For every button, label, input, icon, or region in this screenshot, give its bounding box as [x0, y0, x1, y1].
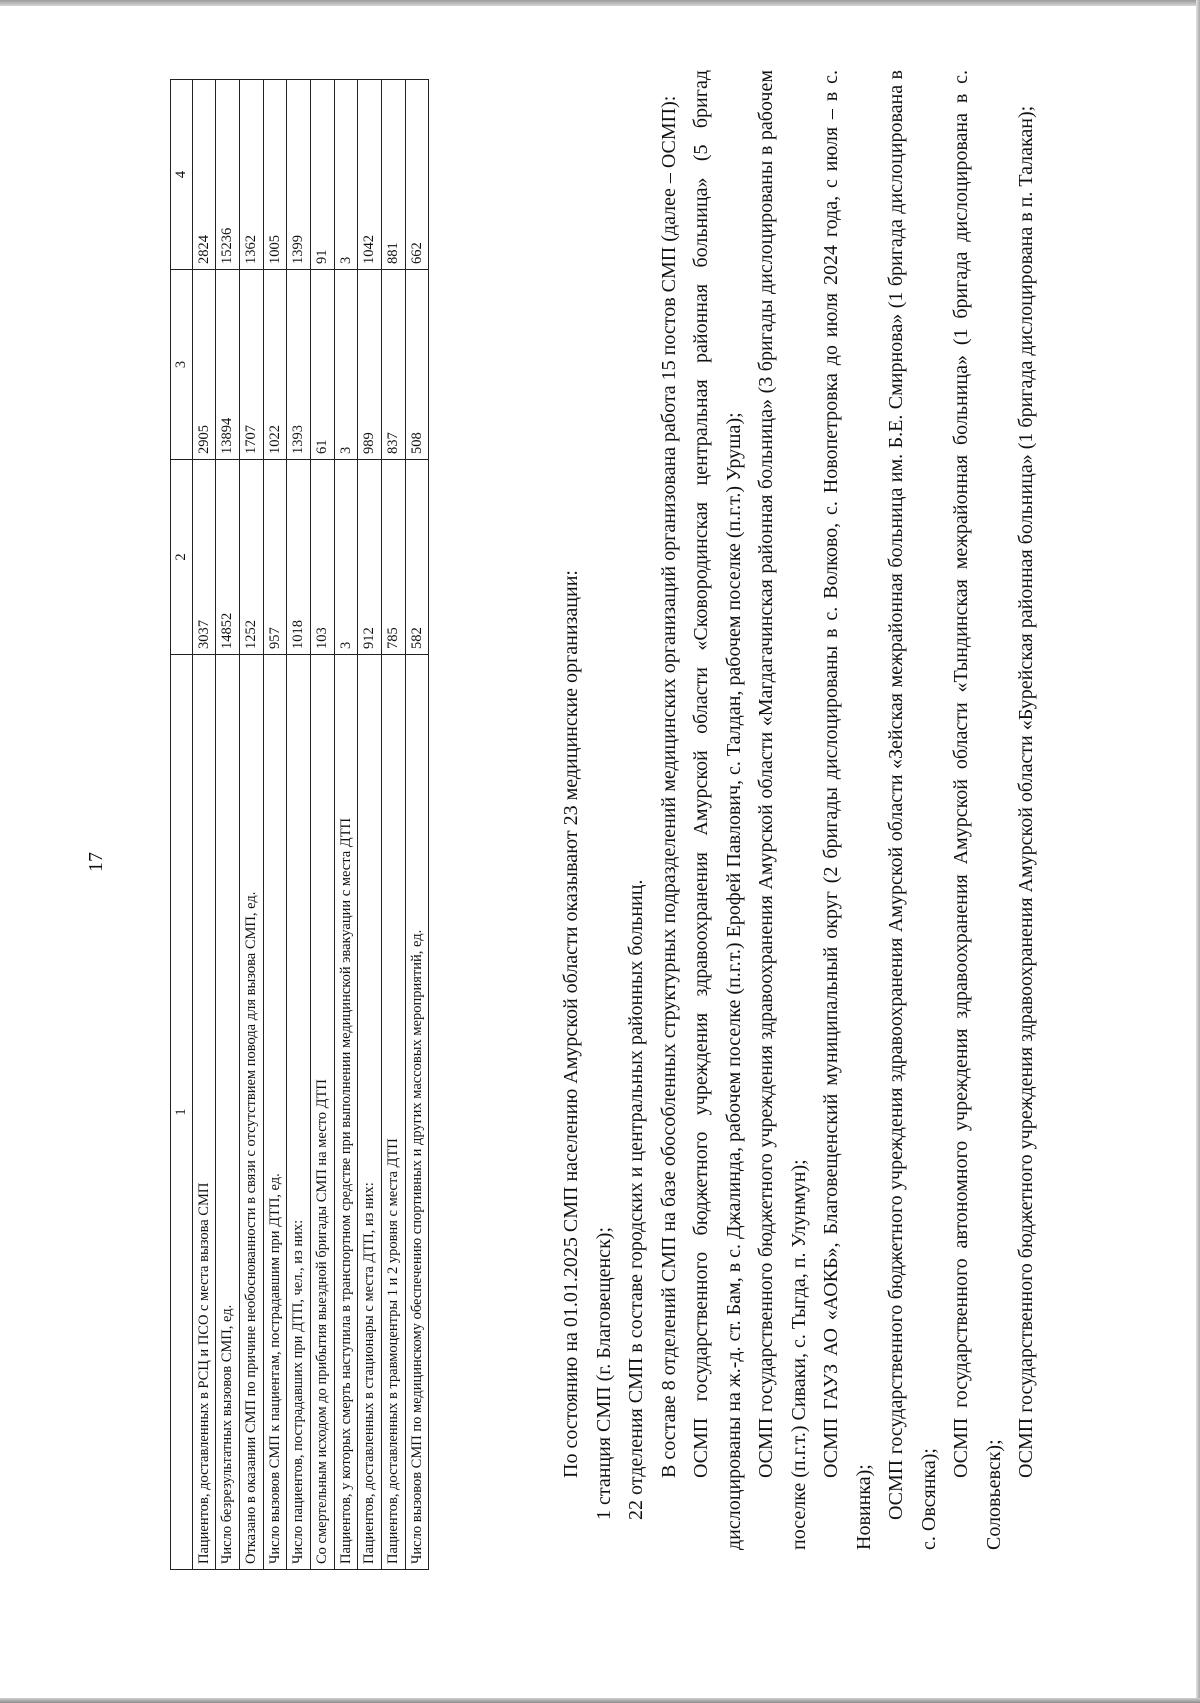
- row-label: Число безрезультатных вызовов СМП, ед.: [216, 655, 240, 1570]
- paragraph: ОСМП ГАУЗ АО «АОКБ», Благовещенский муниципальный округ (2 бригады дислоцированы в с. Волково, с. Новопетровка до июля 2024 года, с июля – в с. Новинка);: [820, 70, 875, 1550]
- paragraph: ОСМП государственного бюджетного учреждения здравоохранения Амурской области «Бурейская районная больница» (1 бригада дислоцирована в п. Талакан);: [1015, 105, 1037, 1478]
- table-row: [382, 80, 406, 1570]
- cell-value: 91: [311, 80, 335, 270]
- paragraph: 22 отделения СМП в составе городских и центральных районных больниц.: [625, 879, 647, 1520]
- cell-value: 1707: [240, 270, 264, 460]
- cell-value: 3: [334, 270, 358, 460]
- cell-value: 1022: [263, 270, 287, 460]
- row-label: Число пациентов, пострадавших при ДТП, чел., из них:: [287, 655, 311, 1570]
- scan-edge-right: [1196, 0, 1200, 1703]
- table-row: [334, 80, 358, 1570]
- cell-value: 1393: [287, 270, 311, 460]
- cell-value: 103: [311, 460, 335, 655]
- column-header: 3: [171, 270, 193, 460]
- table-row: [311, 80, 335, 1570]
- page-number: 17: [85, 852, 107, 872]
- table-row: [358, 80, 382, 1570]
- row-label: Пациентов, доставленных в стационары с места ДТП, из них:: [358, 655, 382, 1570]
- row-label: Пациентов, у которых смерть наступила в транспортном средстве при выполнении медицинской эвакуации с места ДТП: [334, 655, 358, 1570]
- column-header: 1: [171, 655, 193, 1570]
- cell-value: 785: [382, 460, 406, 655]
- paragraph: В составе 8 отделений СМП на базе обособленных структурных подразделений медицинских организаций организована работа 15 постов СМП (далее – ОСМП):: [657, 95, 680, 1478]
- table-row: [405, 80, 429, 1570]
- statistics-table: [170, 79, 429, 1570]
- table-row: [287, 80, 311, 1570]
- cell-value: 912: [358, 460, 382, 655]
- cell-value: 662: [405, 80, 429, 270]
- paragraph: 1 станция СМП (г. Благовещенск);: [592, 1227, 615, 1520]
- cell-value: 508: [405, 270, 429, 460]
- paragraph: По состоянию на 01.01.2025 СМП населению Амурской области оказывают 23 медицинские организации:: [560, 570, 582, 1478]
- column-header: 2: [171, 460, 193, 655]
- cell-value: 957: [263, 460, 287, 655]
- cell-value: 61: [311, 270, 335, 460]
- paragraph: ОСМП государственного бюджетного учреждения здравоохранения Амурской области «Магдагачинская районная больница» (3 бригады дислоцированы в рабочем поселке (п.г.т.) Сиваки, с. Тыгда, п. Улунмун);: [755, 70, 810, 1550]
- cell-value: 2824: [192, 80, 216, 270]
- row-label: Пациентов, доставленных в травмоцентры 1 и 2 уровня с места ДТП: [382, 655, 406, 1570]
- table-row: [240, 80, 264, 1570]
- cell-value: 582: [405, 460, 429, 655]
- cell-value: 1042: [358, 80, 382, 270]
- cell-value: 1399: [287, 80, 311, 270]
- cell-value: 837: [382, 270, 406, 460]
- paragraph: ОСМП государственного бюджетного учреждения здравоохранения Амурской области «Зейская межрайонная больница им. Б.Е. Смирнова» (1 бригада дислоцирована в с. Овсянка);: [885, 70, 940, 1550]
- cell-value: 2905: [192, 270, 216, 460]
- scan-edge-bottom: [0, 1698, 1200, 1703]
- cell-value: 1252: [240, 460, 264, 655]
- column-header: 4: [171, 80, 193, 270]
- cell-value: 1018: [287, 460, 311, 655]
- table-row: [263, 80, 287, 1570]
- rotated-page-content: [130, 0, 1100, 1570]
- cell-value: 3: [334, 460, 358, 655]
- paragraph: ОСМП государственного бюджетного учреждения здравоохранения Амурской области «Сковородинская центральная районная больница» (5 бригад дислоцированы на ж.-д. ст. Бам, в с. Джалинда, рабочем поселке (п.г.т.) Ерофей Павлович, с. Талдан, рабочем поселке (п.г.т.) Уруша);: [690, 70, 745, 1550]
- cell-value: 1362: [240, 80, 264, 270]
- body-text: [555, 70, 1043, 1550]
- table-row: [192, 80, 216, 1570]
- cell-value: 13894: [216, 270, 240, 460]
- paragraph: ОСМП государственного автономного учреждения здравоохранения Амурской области «Тындинская межрайонная больница» (1 бригада дислоцирована в с. Соловьевск);: [950, 70, 1005, 1550]
- table-row: [216, 80, 240, 1570]
- row-label: Со смертельным исходом до прибытия выездной бригады СМП на место ДТП: [311, 655, 335, 1570]
- cell-value: 1005: [263, 80, 287, 270]
- row-label: Число вызовов СМП к пациентам, пострадавшим при ДТП, ед.: [263, 655, 287, 1570]
- cell-value: 989: [358, 270, 382, 460]
- row-label: Отказано в оказании СМП по причине необоснованности в связи с отсутствием повода для вызова СМП, ед.: [240, 655, 264, 1570]
- cell-value: 3037: [192, 460, 216, 655]
- row-label: Пациентов, доставленных в РСЦ и ПСО с места вызова СМП: [192, 655, 216, 1570]
- cell-value: 881: [382, 80, 406, 270]
- cell-value: 3: [334, 80, 358, 270]
- cell-value: 14852: [216, 460, 240, 655]
- cell-value: 15236: [216, 80, 240, 270]
- row-label: Число вызовов СМП по медицинскому обеспечению спортивных и других массовых мероприятий, ед.: [405, 655, 429, 1570]
- table-header-row: [171, 80, 193, 1570]
